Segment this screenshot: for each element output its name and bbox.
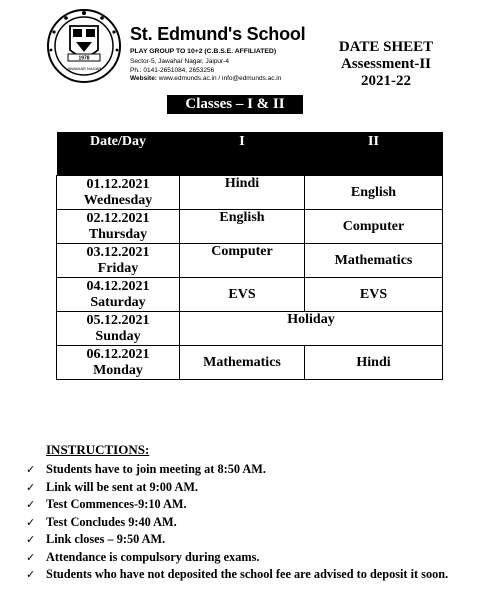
school-address: Sector-5, Jawahar Nagar, Jaipur-4 xyxy=(130,58,229,65)
class-i-subject: EVS xyxy=(180,278,305,312)
school-crest-logo xyxy=(46,8,122,84)
crest-year: 1978 xyxy=(78,55,90,62)
instructions-list xyxy=(26,461,448,584)
class-ii-subject: English xyxy=(305,176,443,210)
list-item xyxy=(26,479,448,497)
table-row xyxy=(57,210,443,244)
class-ii-subject: Hindi xyxy=(305,346,443,380)
check-mark-icon: ✓ xyxy=(26,568,36,581)
school-website xyxy=(130,75,281,82)
check-mark-icon: ✓ xyxy=(26,515,36,529)
check-mark-icon: ✓ xyxy=(26,533,36,546)
title-line-2: Assessment-II xyxy=(341,56,431,72)
list-item xyxy=(26,496,448,514)
title-line-3: 2021-22 xyxy=(361,73,411,89)
instruction-text: Test Commences-9:10 AM. xyxy=(46,497,187,511)
class-i-subject: Mathematics xyxy=(180,346,305,380)
table-row xyxy=(57,244,443,278)
exam-date: 02.12.2021 xyxy=(86,210,150,226)
classes-label: Classes – I & II xyxy=(168,96,302,113)
instruction-text: Link will be sent at 9:00 AM. xyxy=(46,479,199,494)
list-item xyxy=(26,566,448,584)
header-date-day: Date/Day xyxy=(57,132,180,176)
list-item xyxy=(26,514,448,532)
exam-day: Wednesday xyxy=(83,192,153,208)
check-mark-icon: ✓ xyxy=(26,480,36,494)
website-label: Website: xyxy=(130,75,157,82)
check-mark-icon: ✓ xyxy=(26,550,36,564)
date-cell xyxy=(57,176,180,210)
class-i-subject: Hindi xyxy=(180,176,305,210)
exam-date: 06.12.2021 xyxy=(86,346,150,362)
class-i-subject: English xyxy=(180,210,305,244)
instruction-text: Students who have not deposited the school fee are advised to deposit it soon. xyxy=(46,567,449,581)
check-mark-icon: ✓ xyxy=(26,498,36,511)
title-line-1: DATE SHEET xyxy=(338,39,434,55)
exam-day: Monday xyxy=(93,362,143,378)
instruction-text: Link closes – 9:50 AM. xyxy=(46,532,166,546)
date-cell xyxy=(57,244,180,278)
instruction-text: Test Concludes 9:40 AM. xyxy=(46,514,177,529)
exam-date: 04.12.2021 xyxy=(86,278,150,294)
check-mark-icon: ✓ xyxy=(26,463,36,476)
exam-day: Sunday xyxy=(95,328,141,344)
date-cell xyxy=(57,312,180,346)
school-affiliation: PLAY GROUP TO 10+2 (C.B.S.E. AFFILIATED) xyxy=(130,48,277,55)
exam-day: Thursday xyxy=(88,226,148,242)
table-row xyxy=(57,176,443,210)
class-ii-subject: EVS xyxy=(305,278,443,312)
date-cell xyxy=(57,346,180,380)
table-row xyxy=(57,346,443,380)
class-ii-subject: Computer xyxy=(305,210,443,244)
header-class-ii: II xyxy=(305,132,443,176)
exam-date: 03.12.2021 xyxy=(86,244,150,260)
date-sheet-title xyxy=(330,39,442,90)
date-sheet-table xyxy=(56,132,443,380)
table-row xyxy=(57,312,443,346)
list-item xyxy=(26,549,448,567)
instruction-text: Attendance is compulsory during exams. xyxy=(46,549,260,564)
header-class-i: I xyxy=(180,132,305,176)
list-item xyxy=(26,461,448,479)
exam-date: 05.12.2021 xyxy=(86,312,150,328)
school-name: St. Edmund's School xyxy=(130,24,306,44)
school-phone: Ph.: 0141-2651084, 2653256 xyxy=(130,67,215,74)
class-i-subject: Computer xyxy=(180,244,305,278)
holiday-cell: Holiday xyxy=(180,312,443,346)
date-cell xyxy=(57,210,180,244)
exam-day: Friday xyxy=(97,260,139,276)
instruction-text: Students have to join meeting at 8:50 AM. xyxy=(46,462,266,476)
instructions-heading: INSTRUCTIONS: xyxy=(46,442,150,457)
table-header-row xyxy=(57,132,443,176)
crest-place: JAWAHAR NAGAR xyxy=(66,66,102,71)
website-value: www.edmunds.ac.in / info@edmunds.ac.in xyxy=(158,75,282,82)
class-ii-subject: Mathematics xyxy=(305,244,443,278)
exam-day: Saturday xyxy=(90,294,146,310)
exam-date: 01.12.2021 xyxy=(86,176,150,192)
date-cell xyxy=(57,278,180,312)
list-item xyxy=(26,531,448,549)
table-row xyxy=(57,278,443,312)
